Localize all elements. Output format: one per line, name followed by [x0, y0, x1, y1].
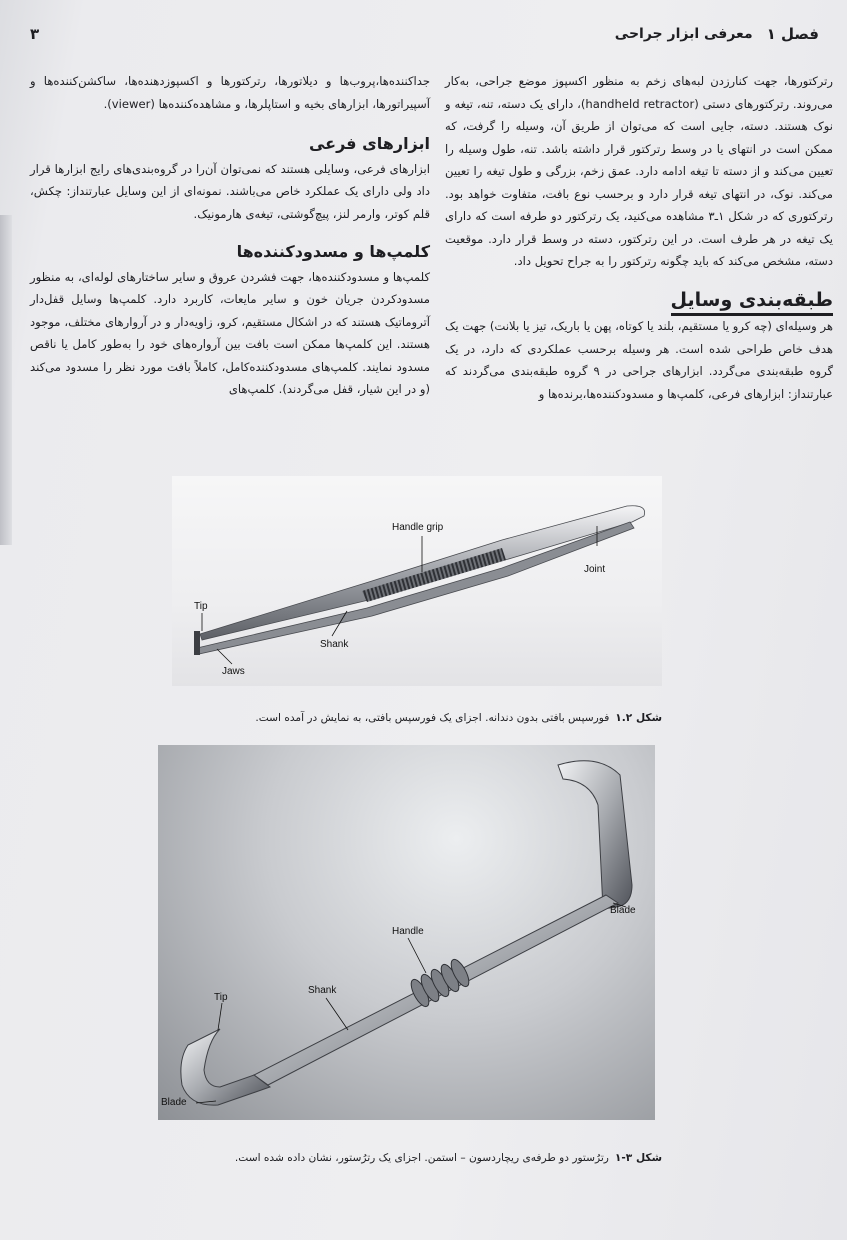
figure-retractor — [158, 745, 655, 1120]
text-line: بافت مورد نظر را مسدود می‌کند (و در این شیار، قفل می‌گردند). کلمپ‌های — [30, 359, 430, 396]
text-line: چکش، قلم کوتر، وارمر لنز، پیچ‌گوشتی، تیغه‌ی هارمونیک. — [30, 184, 430, 221]
label-handle-grip: Handle grip — [392, 522, 444, 533]
continuation-paragraph — [30, 70, 430, 115]
text-line: تیغه و نوک هستند. دسته، جایی است که می‌توان از طریق آن، وسیله را گرفت، — [445, 96, 833, 133]
figure2-caption-text: رترُستور دو طرفه‌ی ریچاردسون – استمن. اجزای یک رترُستور، نشان داده شده است. — [234, 1152, 609, 1164]
figure1-number: شکل ۱.۲ — [615, 712, 662, 724]
text-line: می‌گردند که عبارتنداز: ابزارهای فرعی، کلمپ‌ها و مسدودکننده‌ها،برنده‌ها و — [445, 364, 833, 401]
text-line: ابزارهای فرعی، وسایلی هستند که نمی‌توان آن‌را در گروه‌بندی‌های رایج ابزارها — [54, 161, 431, 176]
label-blade-right: Blade — [610, 905, 636, 916]
label-shank: Shank — [320, 639, 349, 650]
label-shank: Shank — [308, 985, 337, 996]
text-line: منظور مسدودکردن جریان خون و سایر مایعات، کاربرد دارد. کلمپ‌ها وسایل — [30, 269, 430, 306]
text-line: که دارای یک تیغه در هر طرف است. در این رترکتور، دسته در وسط قرار دارد. — [445, 209, 834, 246]
label-joint: Joint — [584, 564, 606, 575]
section-heading-clamps: کلمپ‌ها و مسدودکننده‌ها — [236, 242, 430, 261]
text-line: جداکننده‌ها،پروب‌ها و دیلاتورها، رترکتورها و اکسپوزدهنده‌ها، ساکشن‌کننده‌ها — [43, 74, 431, 88]
text-line: قرار داد ولی دارای یک عملکرد خاص می‌باشند. نمونه‌ای از این وسایل عبارتنداز: — [30, 161, 431, 198]
retractor-paragraph — [445, 70, 833, 273]
classification-paragraph — [445, 315, 833, 405]
text-line: دارد، در یک گروه طبقه‌بندی می‌گردد. ابزارهای جراحی در ۹ گروه طبقه‌بندی — [445, 341, 833, 378]
text-line: مختلف، موجود هستند. این کلمپ‌ها ممکن است بافت بین آرواره‌های خود — [30, 314, 431, 351]
left-column — [30, 70, 430, 401]
text-line: قفل‌دار آتروماتیک هستند که در اشکال مستقیم، کرو، زاویه‌دار و در آروارهای — [30, 292, 431, 329]
label-blade-left: Blade — [161, 1097, 187, 1108]
text-line: که ممکن است در انتهای یا در وسط رترکتور قرار داشته باشد. تنه، طول وسیله — [445, 119, 834, 156]
label-tip: Tip — [194, 601, 208, 612]
text-line: هر وسیله‌ای (چه کرو یا مستقیم، بلند یا کوتاه، پهن یا باریک، تیز یا بلانت) — [489, 319, 833, 333]
label-handle: Handle — [392, 926, 424, 937]
chapter-title: معرفی ابزار جراحی — [614, 26, 753, 42]
chapter-label: فصل ۱ — [766, 25, 819, 43]
text-line: موقعیت دسته، مشخص می‌کند که باید چگونه رترکتور را به جراح تحویل داد. — [445, 231, 833, 268]
text-line: تعیین می‌کند. نوک، در انتهای تیغه قرار دارد و برحسب نوع بافت، متفاوت خواهد — [445, 164, 833, 201]
forceps-illustration — [172, 476, 662, 686]
text-line: را به‌طور کامل یا ناقص مسدود نمایند. کلمپ‌های مسدودکننده‌کامل، کاملاً — [30, 337, 431, 374]
text-line: را تعیین می‌کند و از دسته تا تیغه ادامه دارد. عمق زخم، بزرگی و طول تیغه را — [445, 141, 834, 178]
figure1-caption-text: فورسپس بافتی بدون دندانه. اجزای یک فورسپس بافتی، به نمایش در آمده است. — [255, 712, 610, 724]
running-header — [30, 20, 819, 48]
figure2-number: شکل ۳-۱ — [614, 1152, 662, 1164]
figure-tissue-forceps — [172, 476, 662, 686]
section-heading-accessory: ابزارهای فرعی — [308, 134, 430, 153]
figure1-caption — [255, 712, 662, 724]
clamps-paragraph — [30, 266, 430, 401]
right-column — [445, 70, 833, 405]
figure2-caption — [235, 1152, 662, 1164]
page-number: ۳ — [30, 25, 40, 43]
text-line: کلمپ‌ها و مسدودکننده‌ها، جهت فشردن عروق و سایر ساختارهای لوله‌ای، به — [64, 269, 430, 284]
accessory-paragraph — [30, 158, 430, 226]
label-tip: Tip — [214, 992, 228, 1003]
text-line: جهت یک هدف خاص طراحی شده است. هر وسیله برحسب عملکردی که — [445, 319, 834, 356]
text-line: بود. رترکتوری که در شکل ۱ـ۳ مشاهده می‌کنید، یک رترکتور دو طرفه است — [445, 186, 833, 223]
section-heading-classification: طبقه‌بندی وسایل — [445, 289, 833, 312]
text-line: و آسپیراتورها، ابزارهای بخیه و استاپلرها، و مشاهده‌کننده‌ها (viewer). — [30, 74, 430, 111]
text-line: رترکتورها، جهت کنارزدن لبه‌های زخم به منظور اکسپوز موضع جراحی، به‌کار — [445, 74, 833, 88]
page-gutter-shadow — [0, 215, 12, 545]
label-jaws: Jaws — [222, 666, 245, 677]
text-line: می‌روند. رترکتورهای دستی (handheld retractor)، دارای یک دسته، تنه، — [476, 96, 833, 111]
